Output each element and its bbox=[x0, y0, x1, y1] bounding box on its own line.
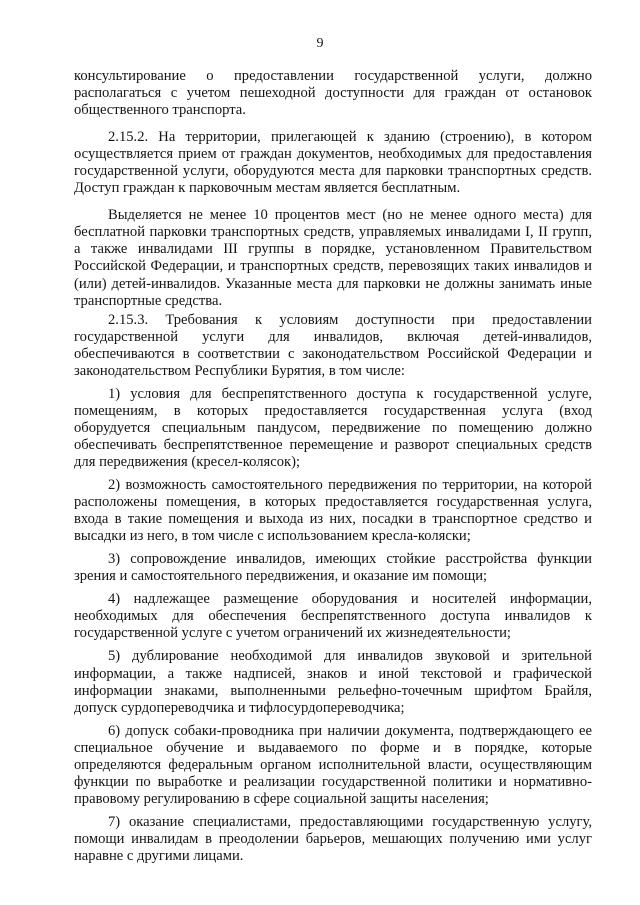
paragraph-2-15-3: 2.15.3. Требования к условиям доступности при предоставлении государственной услуги для инвалидов, включая детей-инвалидов, обеспечиваются в соответствии с законодательством Российской Федерации и законодательством Республики Бурятия, в том числе: bbox=[74, 311, 592, 379]
list-item-6: 6) допуск собаки-проводника при наличии документа, подтверждающего ее специальное обучение и выдаваемого по форме и в порядке, которые определяются федеральным органом исполнительной власти, осуществляющим функции по выработке и реализации государственной политики и нормативно-правовому регулированию в сфере социальной защиты населения; bbox=[74, 722, 592, 807]
list-item-4: 4) надлежащее размещение оборудования и носителей информации, необходимых для обеспечения беспрепятственного доступа инвалидов к государственной услуге с учетом ограничений их жизнедеятельности; bbox=[74, 591, 592, 642]
list-item-3: 3) сопровождение инвалидов, имеющих стойкие расстройства функции зрения и самостоятельного передвижения, и оказание им помощи; bbox=[74, 551, 592, 585]
list-item-2: 2) возможность самостоятельного передвижения по территории, на которой расположены помещения, в которых предоставляется государственная услуга, входа в такие помещения и выхода из них, посадки в транспортное средство и высадки из него, в том числе с использованием кресла-коляски; bbox=[74, 477, 592, 545]
list-item-1: 1) условия для беспрепятственного доступа к государственной услуге, помещениям, в которых предоставляется государственная услуга (вход оборудуется специальным пандусом, передвижение по помещению должно обеспечивать беспрепятственное перемещение и разворот специальных средств для передвижения (кресел-колясок); bbox=[74, 385, 592, 470]
page-number: 9 bbox=[316, 36, 324, 51]
list-item-5: 5) дублирование необходимой для инвалидов звуковой и зрительной информации, а также надписей, знаков и иной текстовой и графической информации знаками, выполненными рельефно-точечным шрифтом Брайля, допуск сурдопереводчика и тифлосурдопереводчика; bbox=[74, 648, 592, 716]
paragraph-parking-quota: Выделяется не менее 10 процентов мест (но не менее одного места) для бесплатной парковки транспортных средств, управляемых инвалидами I, II групп, а также инвалидами III группы в порядке, установленном Правительством Российской Федерации, и транспортных средств, перевозящих таких инвалидов и (или) детей-инвалидов. Указанные места для парковки не должны занимать иные транспортные средства. bbox=[74, 207, 592, 309]
document-body bbox=[74, 68, 592, 865]
list-item-7: 7) оказание специалистами, предоставляющими государственную услугу, помощи инвалидам в преодолении барьеров, мешающих получению ими услуг наравне с другими лицами. bbox=[74, 813, 592, 864]
paragraph-continuation: консультирование о предоставлении государственной услуги, должно располагаться с учетом пешеходной доступности для граждан от остановок общественного транспорта. bbox=[74, 68, 592, 119]
paragraph-2-15-2: 2.15.2. На территории, прилегающей к зданию (строению), в котором осуществляется прием от граждан документов, необходимых для предоставления государственной услуги, оборудуются места для парковки транспортных средств. Доступ граждан к парковочным местам является бесплатным. bbox=[74, 129, 592, 197]
